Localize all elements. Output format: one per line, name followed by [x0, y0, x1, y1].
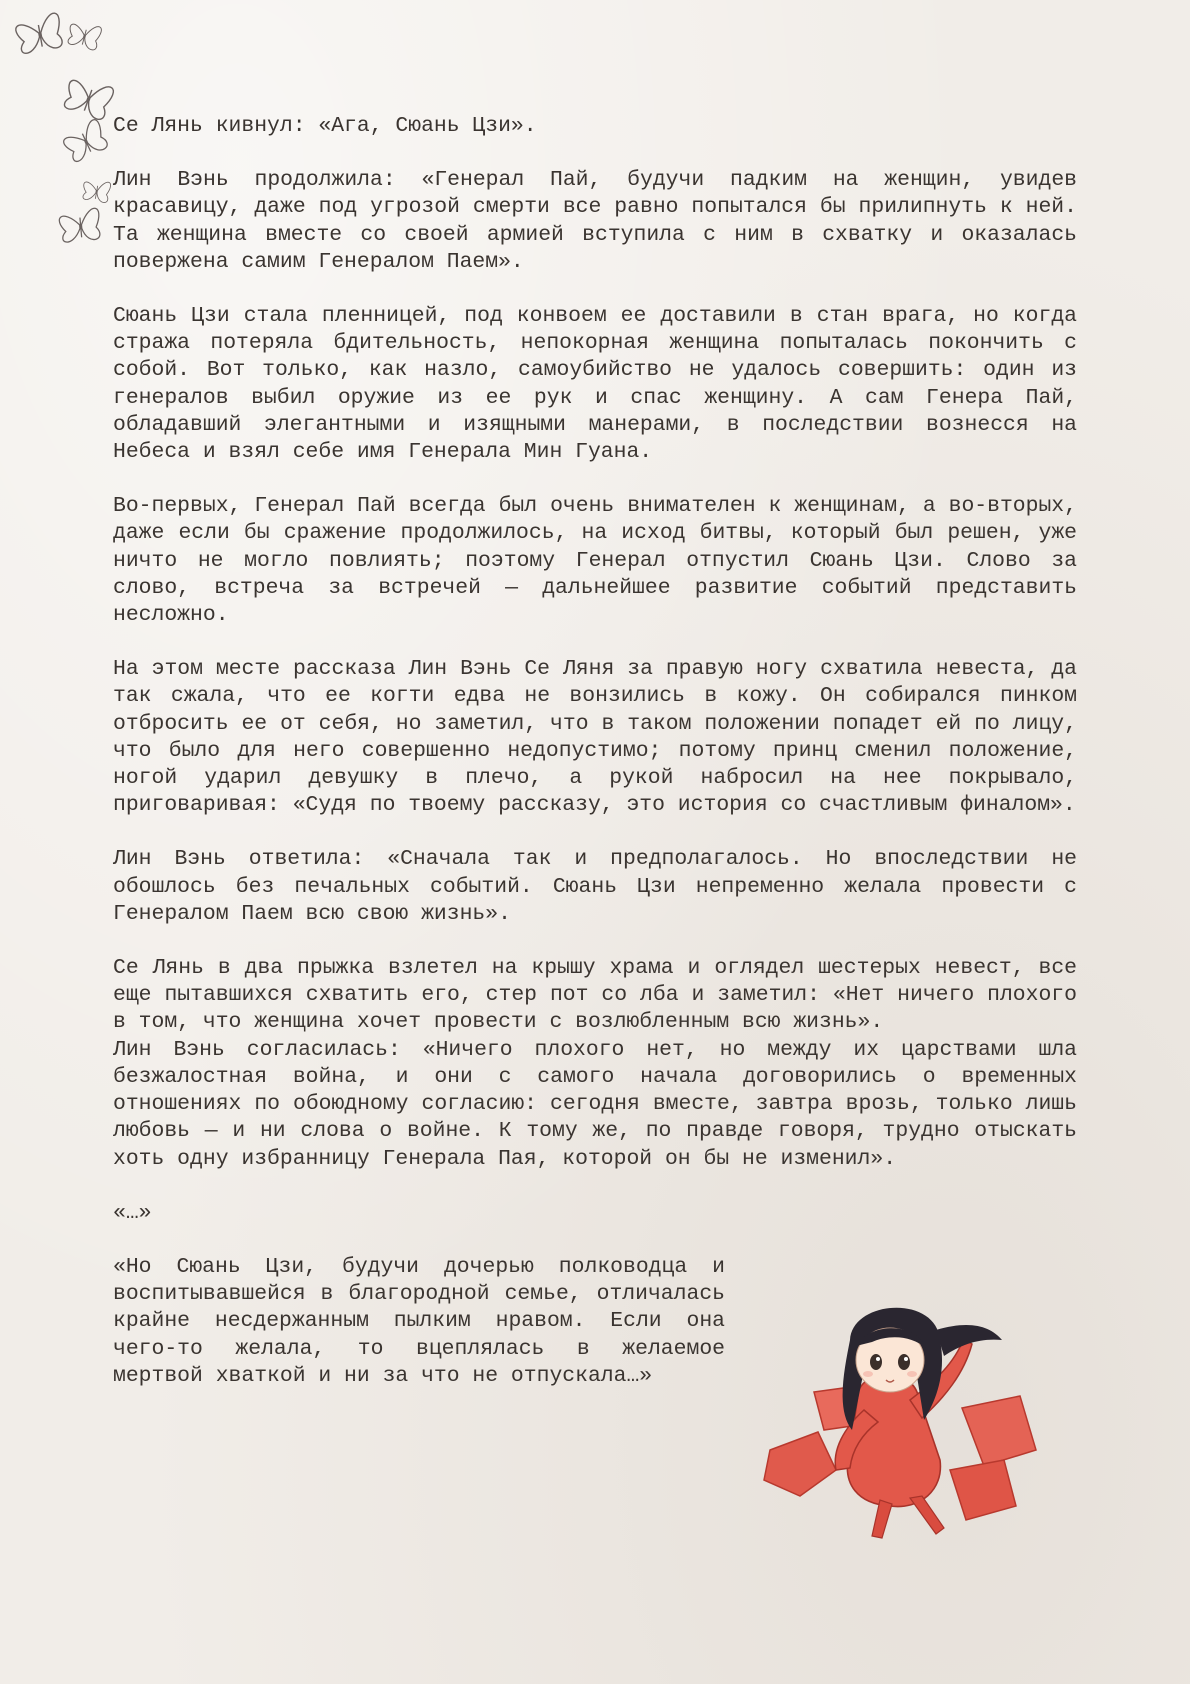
paragraph: Лин Вэнь ответила: «Сначала так и предполагалось. Но впоследствии не обошлось без печальных событий. Сюань Цзи непременно желала провести с Генералом Паем всю свою жизнь». — [113, 847, 1077, 926]
paragraph: Лин Вэнь согласилась: «Ничего плохого нет, но между их царствами шла безжалостная война, и они с самого начала договорились о временных отношениях по обоюдному согласию: сегодня вместе, завтра врозь, только лишь любовь — и ни слова о войне. К тому же, по правде говоря, трудно отыскать хоть одну избранницу Генерала Пая, которой он бы не изменил». — [113, 1037, 1077, 1171]
paragraph: «Но Сюань Цзи, будучи дочерью полководца и воспитывавшейся в благородной семье, отличалась крайне несдержанным пылким нравом. Если она чего-то желала, то вцеплялась в желаемое мертвой хваткой и ни за что не отпускала…» — [113, 1254, 725, 1388]
paragraph: Се Лянь кивнул: «Ага, Сюань Цзи». — [113, 114, 537, 138]
paragraph: «…» — [113, 1200, 152, 1225]
paragraph: Во-первых, Генерал Пай всегда был очень внимателен к женщинам, а во-вторых, даже если бы сражение продолжилось, на исход битвы, который был решен, уже ничто не могло повлиять; поэтому Генерал отпустил Сюань Цзи. Слово за слово, встреча за встречей — дальнейшее развитие событий представить несложно. — [113, 494, 1077, 628]
paragraph: Сюань Цзи стала пленницей, под конвоем ее доставили в стан врага, но когда стража потеряла бдительность, непокорная женщина попыталась покончить с собой. Вот только, как назло, самоубийство не удалось совершить: один из генералов выбил оружие из ее рук и спас женщину. А сам Генера Пай, обладавший элегантными и изящными манерами, в последствии вознесся на Небеса и взял себе имя Генерала Мин Гуана. — [113, 304, 1077, 465]
paragraph: На этом месте рассказа Лин Вэнь Се Ляня за правую ногу схватила невеста, да так сжала, что ее когти едва не вонзились в кожу. Он собирался пинком отбросить ее от себя, но заметил, что в таком положении попадет ей по лицу, что было для него совершенно недопустимо; потому принц сменил положение, ногой ударил девушку в плечо, а рукой набросил на нее покрывало, приговаривая: «Судя по твоему рассказу, это история со счастливым финалом». — [113, 657, 1077, 818]
chapter-text — [113, 113, 1077, 1417]
chibi-girl-red-robe-illustration — [740, 1300, 1090, 1555]
paragraph: Лин Вэнь продолжила: «Генерал Пай, будучи падким на женщин, увидев красавицу, даже под угрозой смерти все равно попытался бы прилипнуть к ней. Та женщина вместе со своей армией вступила с ним в схватку и оказалась повержена самим Генералом Паем». — [113, 168, 1077, 274]
paragraph: Се Лянь в два прыжка взлетел на крышу храма и оглядел шестерых невест, все еще пытавшихся схватить его, стер пот со лба и заметил: «Нет ничего плохого в том, что женщина хочет провести с возлюбленным всю жизнь». — [113, 956, 1077, 1035]
